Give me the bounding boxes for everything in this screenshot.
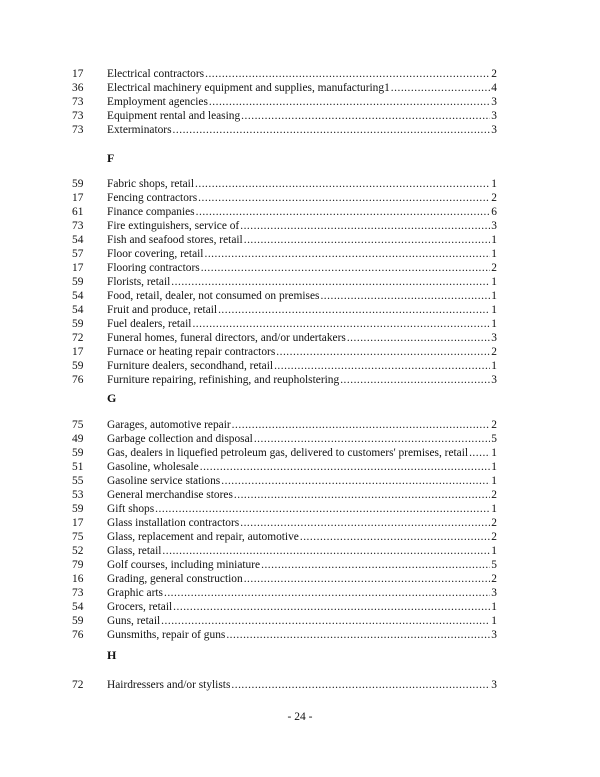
leader-dots (204, 247, 490, 261)
leader-dots (231, 678, 490, 692)
section-heading-h: H (107, 648, 117, 662)
entry-title: Fencing contractors (107, 192, 198, 204)
page-ref: 3 (491, 96, 497, 108)
page-ref: 3 (491, 587, 497, 599)
sic-code: 76 (72, 629, 84, 641)
leader-dots (171, 275, 490, 289)
leader-dots (201, 261, 491, 275)
entry-title: Fire extinguishers, service of (107, 220, 240, 232)
page-ref: 1 (491, 447, 497, 459)
sic-code: 59 (72, 615, 84, 627)
sic-code: 59 (72, 178, 84, 190)
leader-dots (320, 289, 490, 303)
page-ref: 1 (491, 304, 497, 316)
list-item (0, 191, 600, 205)
sic-code: 59 (72, 276, 84, 288)
entry-title: Furniture dealers, secondhand, retail (107, 360, 274, 372)
page-ref: 3 (491, 110, 497, 122)
leader-dots (340, 373, 490, 387)
entry-title: Garbage collection and disposal (107, 433, 253, 445)
list-item (0, 678, 600, 692)
leader-dots (155, 502, 490, 516)
list-item (0, 261, 600, 275)
page-ref: 1 (491, 461, 497, 473)
leader-dots (198, 191, 490, 205)
sic-code: 17 (72, 192, 84, 204)
sic-code: 36 (72, 82, 84, 94)
sic-code: 17 (72, 68, 84, 80)
page-ref: 1 (491, 290, 497, 302)
leader-dots (347, 331, 490, 345)
leader-dots (240, 516, 490, 530)
list-item (0, 516, 600, 530)
entry-title: Flooring contractors (107, 262, 200, 274)
section-heading-f: F (107, 151, 115, 165)
entry-title: Employment agencies (107, 96, 208, 108)
entry-title: Gasoline, wholesale (107, 461, 199, 473)
entry-title: Graphic arts (107, 587, 163, 599)
list-item (0, 205, 600, 219)
entry-title: Furnace or heating repair contractors (107, 346, 276, 358)
entry-title: Glass installation contractors (107, 517, 240, 529)
list-item (0, 460, 600, 474)
page-ref: 6 (491, 206, 497, 218)
list-item (0, 303, 600, 317)
list-item (0, 289, 600, 303)
leader-dots (162, 544, 490, 558)
entry-title: Golf courses, including miniature (107, 559, 261, 571)
leader-dots (164, 586, 490, 600)
leader-dots (232, 418, 491, 432)
leader-dots (195, 177, 490, 191)
list-item (0, 488, 600, 502)
entry-title: Exterminators (107, 124, 172, 136)
sic-code: 79 (72, 559, 84, 571)
sic-code: 54 (72, 234, 84, 246)
list-item (0, 586, 600, 600)
page-ref: 2 (491, 489, 497, 501)
sic-code: 51 (72, 461, 84, 473)
page-ref: 3 (491, 629, 497, 641)
entry-title: Floor covering, retail (107, 248, 204, 260)
leader-dots (196, 205, 491, 219)
list-item (0, 95, 600, 109)
entry-title: Fruit and produce, retail (107, 304, 218, 316)
page-ref: 4 (491, 82, 497, 94)
sic-code: 59 (72, 447, 84, 459)
sic-code: 76 (72, 374, 84, 386)
sic-code: 59 (72, 360, 84, 372)
sic-code: 72 (72, 332, 84, 344)
leader-dots (244, 233, 491, 247)
list-item (0, 418, 600, 432)
list-item (0, 233, 600, 247)
leader-dots (261, 558, 490, 572)
entry-title: Equipment rental and leasing (107, 110, 241, 122)
page-ref: 3 (491, 220, 497, 232)
leader-dots (192, 317, 490, 331)
list-item (0, 600, 600, 614)
leader-dots (205, 67, 490, 81)
sic-code: 75 (72, 531, 84, 543)
list-item (0, 558, 600, 572)
sic-code: 54 (72, 304, 84, 316)
sic-code: 57 (72, 248, 84, 260)
page-ref: 1 (491, 234, 497, 246)
page-ref: 2 (491, 192, 497, 204)
list-item (0, 628, 600, 642)
leader-dots (234, 488, 490, 502)
page-ref: 1 (491, 360, 497, 372)
page-number: - 24 - (287, 711, 313, 723)
list-item (0, 123, 600, 137)
leader-dots (300, 530, 490, 544)
page-ref: 3 (491, 374, 497, 386)
list-item (0, 81, 600, 95)
entry-title: Furniture repairing, refinishing, and reupholstering (107, 374, 340, 386)
list-item (0, 432, 600, 446)
list-item (0, 275, 600, 289)
entry-title: Electrical machinery equipment and supplies, manufacturing1 (107, 82, 390, 94)
entry-title: Fabric shops, retail (107, 178, 194, 190)
sic-code: 54 (72, 290, 84, 302)
leader-dots (241, 109, 490, 123)
leader-dots (274, 359, 490, 373)
entry-title: Glass, replacement and repair, automotive (107, 531, 299, 543)
list-item (0, 345, 600, 359)
page-ref: 2 (491, 68, 497, 80)
page-ref: 2 (491, 573, 497, 585)
page-ref: 3 (491, 332, 497, 344)
list-item (0, 109, 600, 123)
entry-title: Guns, retail (107, 615, 161, 627)
page-ref: 2 (491, 346, 497, 358)
page-ref: 2 (491, 531, 497, 543)
entry-title: Food, retail, dealer, not consumed on premises (107, 290, 320, 302)
sic-code: 73 (72, 587, 84, 599)
list-item (0, 177, 600, 191)
entry-title: Garages, automotive repair (107, 419, 231, 431)
list-item (0, 474, 600, 488)
page-ref: 1 (491, 475, 497, 487)
sic-code: 73 (72, 110, 84, 122)
sic-code: 72 (72, 679, 84, 691)
entry-title: Gasoline service stations (107, 475, 221, 487)
page-ref: 1 (491, 615, 497, 627)
sic-code: 61 (72, 206, 84, 218)
leader-dots (173, 600, 490, 614)
page-ref: 2 (491, 419, 497, 431)
sic-code: 54 (72, 601, 84, 613)
entry-title: Fish and seafood stores, retail (107, 234, 243, 246)
sic-code: 73 (72, 124, 84, 136)
leader-dots (209, 95, 490, 109)
sic-code: 59 (72, 503, 84, 515)
sic-code: 59 (72, 318, 84, 330)
entry-title: Grocers, retail (107, 601, 173, 613)
page-ref: 2 (491, 262, 497, 274)
leader-dots (173, 123, 491, 137)
sic-code: 75 (72, 419, 84, 431)
leader-dots (254, 432, 490, 446)
entry-title: Electrical contractors (107, 68, 205, 80)
sic-code: 17 (72, 262, 84, 274)
list-item (0, 373, 600, 387)
entry-title: Glass, retail (107, 545, 162, 557)
list-item (0, 67, 600, 81)
page-ref: 1 (491, 318, 497, 330)
page-ref: 3 (491, 124, 497, 136)
list-item (0, 359, 600, 373)
entry-title: Gunsmiths, repair of guns (107, 629, 226, 641)
page-ref: 2 (491, 517, 497, 529)
sic-code: 52 (72, 545, 84, 557)
list-item (0, 530, 600, 544)
page-ref: 3 (491, 679, 497, 691)
leader-dots (161, 614, 490, 628)
list-item (0, 614, 600, 628)
leader-dots (200, 460, 491, 474)
entry-title: Finance companies (107, 206, 195, 218)
leader-dots (276, 345, 490, 359)
leader-dots (469, 446, 490, 460)
page-ref: 1 (491, 178, 497, 190)
page-ref: 1 (491, 276, 497, 288)
entry-title: Hairdressers and/or stylists (107, 679, 231, 691)
page-ref: 1 (491, 601, 497, 613)
sic-code: 17 (72, 517, 84, 529)
page-ref: 1 (491, 503, 497, 515)
list-item (0, 317, 600, 331)
list-item (0, 247, 600, 261)
page-ref: 5 (491, 559, 497, 571)
leader-dots (226, 628, 490, 642)
page-ref: 5 (491, 433, 497, 445)
entry-title: Grading, general construction (107, 573, 243, 585)
leader-dots (240, 219, 490, 233)
section-heading-g: G (107, 391, 117, 405)
leader-dots (218, 303, 490, 317)
list-item (0, 572, 600, 586)
sic-code: 49 (72, 433, 84, 445)
entry-title: Gas, dealers in liquefied petroleum gas, delivered to customers' premises, retail (107, 447, 469, 459)
list-item (0, 544, 600, 558)
list-item (0, 219, 600, 233)
list-item (0, 502, 600, 516)
entry-title: Gift shops (107, 503, 155, 515)
sic-code: 73 (72, 220, 84, 232)
page-ref: 1 (491, 248, 497, 260)
sic-code: 55 (72, 475, 84, 487)
sic-code: 73 (72, 96, 84, 108)
page-ref: 1 (491, 545, 497, 557)
leader-dots (221, 474, 490, 488)
entry-title: Fuel dealers, retail (107, 318, 192, 330)
sic-code: 53 (72, 489, 84, 501)
sic-code: 16 (72, 573, 84, 585)
list-item (0, 331, 600, 345)
leader-dots (244, 572, 491, 586)
sic-code: 17 (72, 346, 84, 358)
entry-title: General merchandise stores (107, 489, 233, 501)
list-item (0, 446, 600, 460)
entry-title: Florists, retail (107, 276, 171, 288)
entry-title: Funeral homes, funeral directors, and/or undertakers (107, 332, 346, 344)
leader-dots (391, 81, 491, 95)
